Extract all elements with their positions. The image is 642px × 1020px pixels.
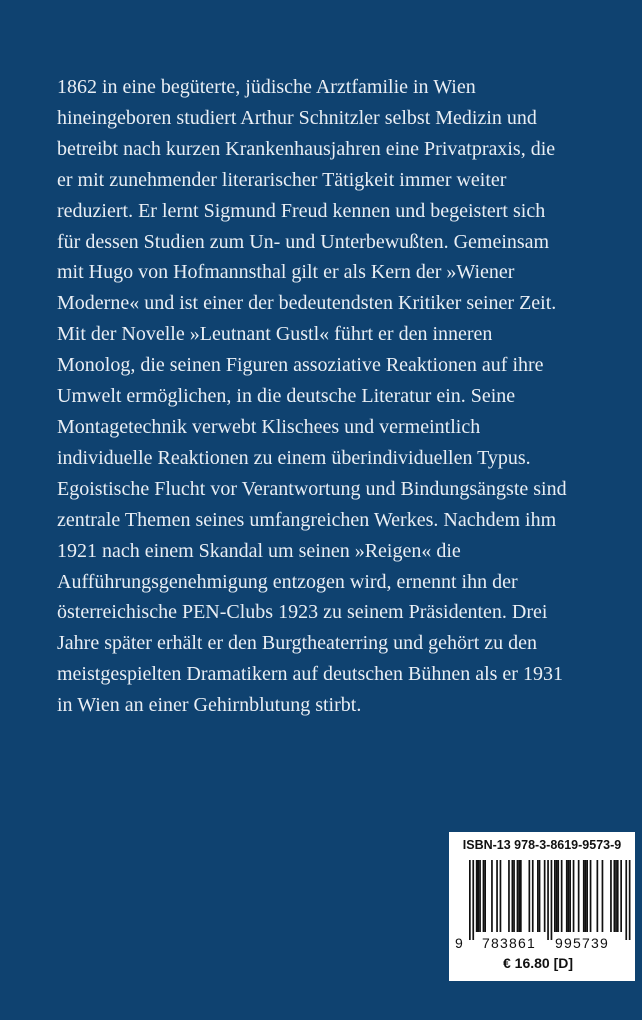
barcode-bar [620, 860, 622, 932]
barcode-bar [491, 860, 493, 932]
barcode-guard-bar [629, 860, 631, 940]
barcode-bar [617, 860, 619, 932]
barcode-bar [483, 860, 485, 932]
blurb-line: Umwelt ermöglichen, in die deutsche Literatur ein. Seine [57, 385, 516, 408]
isbn-barcode [449, 856, 635, 952]
barcode-bar [566, 860, 568, 932]
barcode-bar [518, 860, 520, 932]
barcode-label [449, 832, 635, 981]
blurb-line: Aufführungsgenehmigung entzogen wird, ernennt ihn der [57, 570, 518, 593]
barcode-bar [512, 860, 514, 932]
blurb-line: zentrale Themen seines umfangreichen Werkes. Nachdem ihm [57, 508, 557, 531]
blurb-line: österreichische PEN-Clubs 1923 zu seinem Präsidenten. Drei [57, 601, 548, 624]
barcode-bar [590, 860, 592, 932]
blurb-line: individuelle Reaktionen zu einem überindividuellen Typus. [57, 446, 531, 469]
barcode-bar [529, 860, 531, 932]
blurb-line: 1862 in eine begüterte, jüdische Arztfamilie in Wien [57, 76, 476, 98]
barcode-bar [578, 860, 580, 932]
barcode-bar [597, 860, 599, 932]
barcode-bar [532, 860, 534, 932]
blurb-line: für dessen Studien zum Un- und Unterbewußten. Gemeinsam [57, 230, 550, 253]
blurb-line: mit Hugo von Hofmannsthal gilt er als Kern der »Wiener [57, 261, 515, 284]
barcode-bar [500, 860, 502, 932]
blurb-line: in Wien an einer Gehirnblutung stirbt. [57, 694, 362, 717]
barcode-bar [602, 860, 604, 932]
barcode-bar [585, 860, 587, 932]
barcode-bar [568, 860, 570, 932]
barcode-guard-bar [547, 860, 549, 940]
blurb-line: 1921 nach einem Skandal um seinen »Reigen« die [57, 539, 461, 562]
barcode-bar [517, 860, 519, 932]
barcode-bar [520, 860, 522, 932]
barcode-digits-left: 783861 [482, 935, 536, 951]
barcode-bar [615, 860, 617, 932]
barcode-bar [496, 860, 498, 932]
blurb-line: Mit der Novelle »Leutnant Gustl« führt er den inneren [57, 323, 493, 346]
barcode-bar [508, 860, 510, 932]
blurb-line: betreibt nach kurzen Krankenhausjahren eine Privatpraxis, die [57, 137, 556, 160]
price-label: € 16.80 [D] [503, 955, 574, 971]
isbn-label: ISBN-13 978-3-8619-9573-9 [462, 838, 622, 852]
barcode-bar [476, 860, 478, 932]
barcode-bars [469, 860, 631, 940]
blurb-line: hineingeboren studiert Arthur Schnitzler selbst Medizin und [57, 106, 537, 129]
blurb-line: Montagetechnik verwebt Klischees und vermeintlich [57, 415, 481, 438]
barcode-guard-bar [551, 860, 553, 940]
barcode-bar [513, 860, 515, 932]
barcode-bar [557, 860, 559, 932]
barcode-guard-bar [469, 860, 471, 940]
barcode-bar [569, 860, 571, 932]
barcode-bar [583, 860, 585, 932]
blurb-line: meistgespielten Dramatikern auf deutschen Bühnen als er 1931 [57, 663, 563, 686]
blurb-line: Jahre später erhält er den Burgtheaterring und gehört zu den [57, 632, 537, 655]
barcode-digit-first: 9 [455, 935, 463, 951]
blurb-line: Egoistische Flucht vor Verantwortung und Bindungsängste sind [57, 477, 567, 500]
barcode-guard-bar [625, 860, 627, 940]
barcode-bar [561, 860, 563, 932]
blurb-line: er mit zunehmender literarischer Tätigkeit immer weiter [57, 168, 507, 191]
barcode-guard-bar [472, 860, 474, 940]
barcode-bar [537, 860, 539, 932]
barcode-bar [573, 860, 575, 932]
barcode-bar [479, 860, 481, 932]
barcode-bar [554, 860, 556, 932]
blurb-line: Monolog, die seinen Figuren assoziative Reaktionen auf ihre [57, 354, 544, 377]
barcode-bar [484, 860, 486, 932]
blurb-line: Moderne« und ist einer der bedeutendsten Kritiker seiner Zeit. [57, 292, 557, 315]
barcode-bar [614, 860, 616, 932]
barcode-digits-right: 995739 [555, 935, 609, 951]
barcode-bar [539, 860, 541, 932]
author-blurb [57, 72, 617, 721]
barcode-bar [610, 860, 612, 932]
barcode-bar [586, 860, 588, 932]
barcode-bar [556, 860, 558, 932]
barcode-bar [478, 860, 480, 932]
barcode-bar [544, 860, 546, 932]
blurb-line: reduziert. Er lernt Sigmund Freud kennen und begeistert sich [57, 199, 546, 222]
